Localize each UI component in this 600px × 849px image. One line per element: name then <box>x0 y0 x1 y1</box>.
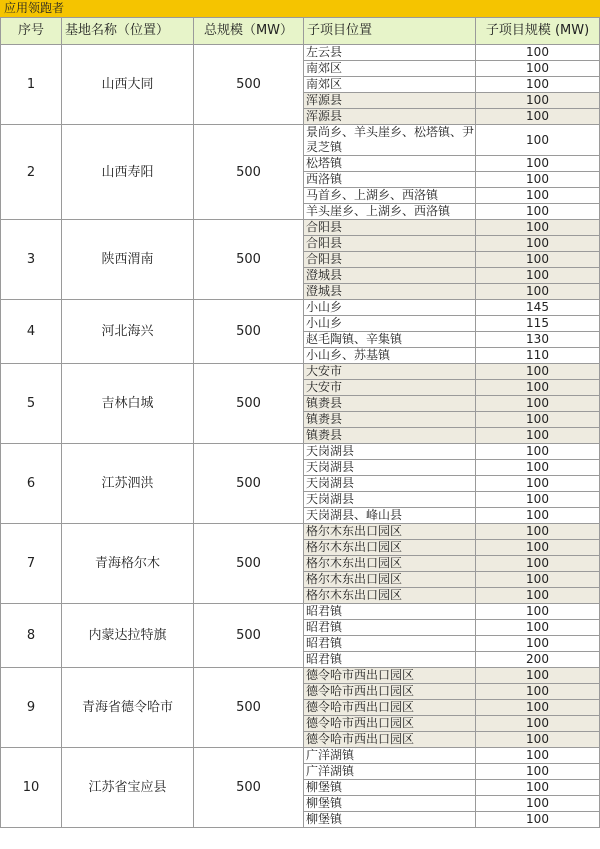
sub-location-cell[interactable]: 德令哈市西出口园区 <box>304 684 476 700</box>
sub-capacity-cell[interactable]: 100 <box>476 780 600 796</box>
sub-location-cell[interactable]: 浑源县 <box>304 109 476 125</box>
sub-capacity-cell[interactable]: 100 <box>476 684 600 700</box>
sub-location-cell[interactable]: 昭君镇 <box>304 636 476 652</box>
sub-capacity-cell[interactable]: 100 <box>476 412 600 428</box>
row-number-cell[interactable]: 7 <box>1 524 62 604</box>
sub-capacity-cell[interactable]: 100 <box>476 492 600 508</box>
sub-capacity-cell[interactable]: 100 <box>476 380 600 396</box>
sub-location-cell[interactable]: 德令哈市西出口园区 <box>304 716 476 732</box>
sub-location-cell[interactable]: 柳堡镇 <box>304 812 476 828</box>
sub-capacity-cell[interactable]: 100 <box>476 732 600 748</box>
sub-location-cell[interactable]: 广洋湖镇 <box>304 748 476 764</box>
base-name-cell[interactable]: 青海省德令哈市 <box>62 668 194 748</box>
base-name-cell[interactable]: 江苏泗洪 <box>62 444 194 524</box>
sub-location-cell[interactable]: 天岗湖县、峰山县 <box>304 508 476 524</box>
sub-location-cell[interactable]: 左云县 <box>304 45 476 61</box>
sub-location-cell[interactable]: 松塔镇 <box>304 156 476 172</box>
col-header-total-capacity[interactable]: 总规模（MW） <box>194 18 304 45</box>
sub-capacity-cell[interactable]: 100 <box>476 620 600 636</box>
sub-location-cell[interactable]: 镇赉县 <box>304 396 476 412</box>
sub-capacity-cell[interactable]: 100 <box>476 476 600 492</box>
sub-capacity-cell[interactable]: 100 <box>476 460 600 476</box>
total-capacity-cell[interactable]: 500 <box>194 748 304 828</box>
sub-capacity-cell[interactable]: 100 <box>476 220 600 236</box>
sub-location-cell[interactable]: 镇赉县 <box>304 412 476 428</box>
sub-capacity-cell[interactable]: 100 <box>476 364 600 380</box>
sub-capacity-cell[interactable]: 115 <box>476 316 600 332</box>
sub-location-cell[interactable]: 浑源县 <box>304 93 476 109</box>
row-number-cell[interactable]: 1 <box>1 45 62 125</box>
sub-capacity-cell[interactable]: 100 <box>476 396 600 412</box>
total-capacity-cell[interactable]: 500 <box>194 364 304 444</box>
sub-location-cell[interactable]: 澄城县 <box>304 284 476 300</box>
sub-location-cell[interactable]: 羊头崖乡、上湖乡、西洛镇 <box>304 204 476 220</box>
sub-location-cell[interactable]: 格尔木东出口园区 <box>304 588 476 604</box>
col-header-no[interactable]: 序号 <box>1 18 62 45</box>
row-number-cell[interactable]: 4 <box>1 300 62 364</box>
table-row <box>1 220 600 236</box>
sub-capacity-cell[interactable]: 100 <box>476 109 600 125</box>
row-number-cell[interactable]: 8 <box>1 604 62 668</box>
table-row <box>1 364 600 380</box>
table-body <box>1 45 600 828</box>
base-name-cell[interactable]: 河北海兴 <box>62 300 194 364</box>
sub-location-cell[interactable]: 合阳县 <box>304 220 476 236</box>
total-capacity-cell[interactable]: 500 <box>194 668 304 748</box>
base-name-cell[interactable]: 青海格尔木 <box>62 524 194 604</box>
sub-location-cell[interactable]: 昭君镇 <box>304 620 476 636</box>
sub-location-cell[interactable]: 柳堡镇 <box>304 780 476 796</box>
base-name-cell[interactable]: 陕西渭南 <box>62 220 194 300</box>
sub-capacity-cell[interactable]: 145 <box>476 300 600 316</box>
sub-capacity-cell[interactable]: 100 <box>476 77 600 93</box>
sub-location-cell[interactable]: 大安市 <box>304 364 476 380</box>
sub-location-cell[interactable]: 马首乡、上湖乡、西洛镇 <box>304 188 476 204</box>
sub-capacity-cell[interactable]: 100 <box>476 796 600 812</box>
sub-location-cell[interactable]: 合阳县 <box>304 236 476 252</box>
header-row <box>1 18 600 45</box>
sub-location-cell[interactable]: 镇赉县 <box>304 428 476 444</box>
sub-location-cell[interactable]: 德令哈市西出口园区 <box>304 732 476 748</box>
sub-location-cell[interactable]: 格尔木东出口园区 <box>304 572 476 588</box>
sub-location-cell[interactable]: 南郊区 <box>304 77 476 93</box>
sub-location-cell[interactable]: 柳堡镇 <box>304 796 476 812</box>
sub-location-cell[interactable]: 格尔木东出口园区 <box>304 524 476 540</box>
total-capacity-cell[interactable]: 500 <box>194 45 304 125</box>
total-capacity-cell[interactable]: 500 <box>194 444 304 524</box>
table-row <box>1 125 600 156</box>
sub-capacity-cell[interactable]: 100 <box>476 284 600 300</box>
sub-capacity-cell[interactable]: 100 <box>476 748 600 764</box>
row-number-cell[interactable]: 6 <box>1 444 62 524</box>
sub-capacity-cell[interactable]: 100 <box>476 556 600 572</box>
sub-location-cell[interactable]: 广洋湖镇 <box>304 764 476 780</box>
row-number-cell[interactable]: 3 <box>1 220 62 300</box>
table-row <box>1 748 600 764</box>
sub-capacity-cell[interactable]: 100 <box>476 540 600 556</box>
sub-location-cell[interactable]: 格尔木东出口园区 <box>304 556 476 572</box>
sub-capacity-cell[interactable]: 100 <box>476 812 600 828</box>
sub-capacity-cell[interactable]: 100 <box>476 428 600 444</box>
table-row <box>1 444 600 460</box>
sub-capacity-cell[interactable]: 200 <box>476 652 600 668</box>
total-capacity-cell[interactable]: 500 <box>194 604 304 668</box>
sub-capacity-cell[interactable]: 100 <box>476 604 600 620</box>
sub-capacity-cell[interactable]: 100 <box>476 700 600 716</box>
base-name-cell[interactable]: 江苏省宝应县 <box>62 748 194 828</box>
sheet-title: 应用领跑者 <box>0 0 600 17</box>
sub-capacity-cell[interactable]: 100 <box>476 508 600 524</box>
table-row <box>1 524 600 540</box>
sub-location-cell[interactable]: 昭君镇 <box>304 652 476 668</box>
col-header-sub-location[interactable]: 子项目位置 <box>304 18 476 45</box>
sub-capacity-cell[interactable]: 100 <box>476 156 600 172</box>
sub-location-cell[interactable]: 澄城县 <box>304 268 476 284</box>
sub-location-cell[interactable]: 合阳县 <box>304 252 476 268</box>
sub-location-cell[interactable]: 小山乡、苏基镇 <box>304 348 476 364</box>
sub-capacity-cell[interactable]: 100 <box>476 764 600 780</box>
sub-location-cell[interactable]: 天岗湖县 <box>304 460 476 476</box>
sub-location-cell[interactable]: 景尚乡、羊头崖乡、松塔镇、尹灵芝镇 <box>304 125 476 156</box>
sub-capacity-cell[interactable]: 100 <box>476 588 600 604</box>
table-row <box>1 604 600 620</box>
total-capacity-cell[interactable]: 500 <box>194 125 304 220</box>
sub-capacity-cell[interactable]: 100 <box>476 444 600 460</box>
sub-location-cell[interactable]: 天岗湖县 <box>304 444 476 460</box>
sub-location-cell[interactable]: 德令哈市西出口园区 <box>304 700 476 716</box>
sub-location-cell[interactable]: 南郊区 <box>304 61 476 77</box>
sub-location-cell[interactable]: 大安市 <box>304 380 476 396</box>
sub-capacity-cell[interactable]: 100 <box>476 236 600 252</box>
sub-capacity-cell[interactable]: 100 <box>476 668 600 684</box>
sub-capacity-cell[interactable]: 100 <box>476 252 600 268</box>
sub-location-cell[interactable]: 昭君镇 <box>304 604 476 620</box>
sub-location-cell[interactable]: 赵毛陶镇、辛集镇 <box>304 332 476 348</box>
sub-capacity-cell[interactable]: 100 <box>476 61 600 77</box>
sub-capacity-cell[interactable]: 100 <box>476 93 600 109</box>
sub-capacity-cell[interactable]: 100 <box>476 524 600 540</box>
sub-capacity-cell[interactable]: 110 <box>476 348 600 364</box>
base-name-cell[interactable]: 内蒙达拉特旗 <box>62 604 194 668</box>
table-row <box>1 45 600 61</box>
sub-capacity-cell[interactable]: 100 <box>476 636 600 652</box>
sub-location-cell[interactable]: 小山乡 <box>304 316 476 332</box>
row-number-cell[interactable]: 9 <box>1 668 62 748</box>
sub-location-cell[interactable]: 小山乡 <box>304 300 476 316</box>
sub-capacity-cell[interactable]: 100 <box>476 188 600 204</box>
total-capacity-cell[interactable]: 500 <box>194 524 304 604</box>
table-row <box>1 300 600 316</box>
sub-capacity-cell[interactable]: 100 <box>476 268 600 284</box>
row-number-cell[interactable]: 10 <box>1 748 62 828</box>
sub-location-cell[interactable]: 德令哈市西出口园区 <box>304 668 476 684</box>
col-header-sub-capacity[interactable]: 子项目规模 (MW) <box>476 18 600 45</box>
sub-capacity-cell[interactable]: 100 <box>476 572 600 588</box>
base-name-cell[interactable]: 吉林白城 <box>62 364 194 444</box>
sub-location-cell[interactable]: 格尔木东出口园区 <box>304 540 476 556</box>
base-name-cell[interactable]: 山西大同 <box>62 45 194 125</box>
sub-capacity-cell[interactable]: 100 <box>476 45 600 61</box>
sub-location-cell[interactable]: 西洛镇 <box>304 172 476 188</box>
sub-capacity-cell[interactable]: 130 <box>476 332 600 348</box>
total-capacity-cell[interactable]: 500 <box>194 220 304 300</box>
sub-capacity-cell[interactable]: 100 <box>476 172 600 188</box>
base-name-cell[interactable]: 山西寿阳 <box>62 125 194 220</box>
row-number-cell[interactable]: 5 <box>1 364 62 444</box>
sub-capacity-cell[interactable]: 100 <box>476 716 600 732</box>
sub-location-cell[interactable]: 天岗湖县 <box>304 492 476 508</box>
table-row <box>1 668 600 684</box>
col-header-base-name[interactable]: 基地名称（位置） <box>62 18 194 45</box>
data-table <box>0 17 600 828</box>
total-capacity-cell[interactable]: 500 <box>194 300 304 364</box>
sub-capacity-cell[interactable]: 100 <box>476 125 600 156</box>
row-number-cell[interactable]: 2 <box>1 125 62 220</box>
sub-location-cell[interactable]: 天岗湖县 <box>304 476 476 492</box>
sub-capacity-cell[interactable]: 100 <box>476 204 600 220</box>
